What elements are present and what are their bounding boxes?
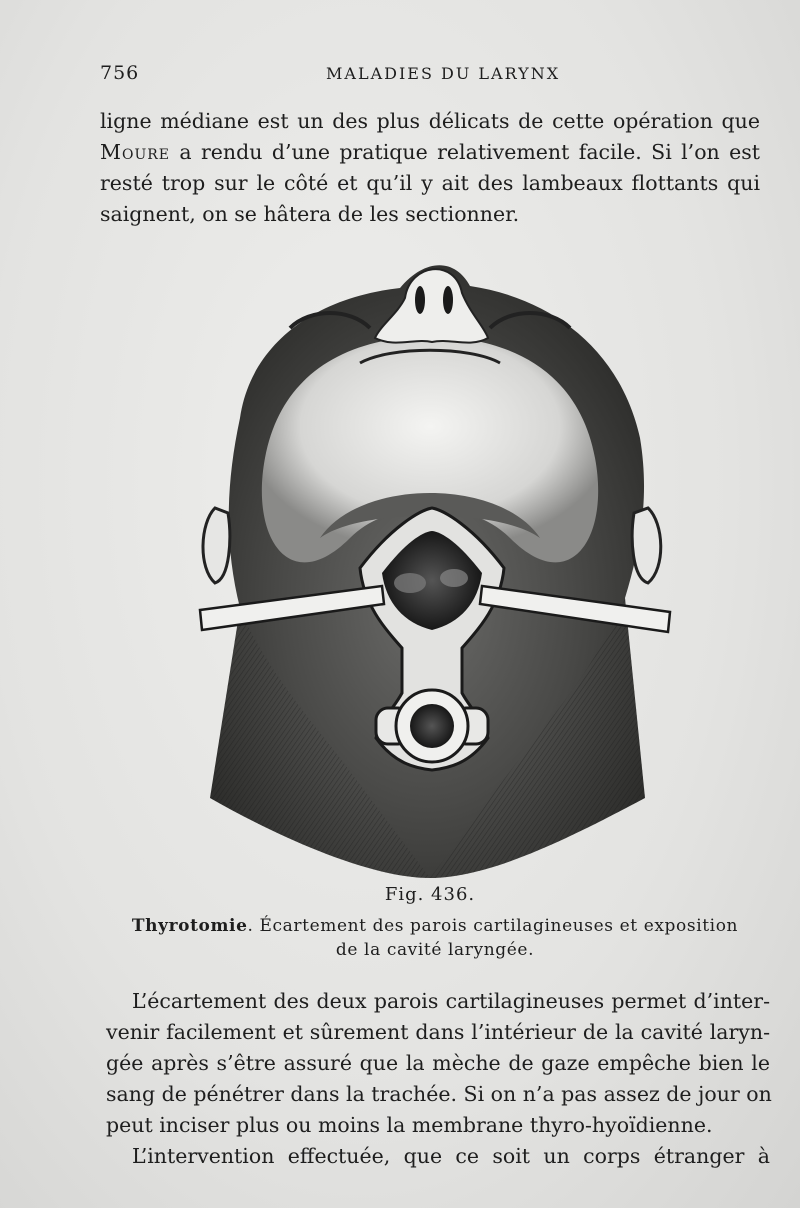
running-title: MALADIES DU LARYNX [326, 64, 561, 83]
body-line-5: peut inciser plus ou moins la membrane thyro-hyoïdienne. [106, 1113, 713, 1137]
caption-line-2: de la cavité laryngée. [335, 940, 535, 960]
intro-line-1: ligne médiane est un des plus délicats de cette opération que [100, 109, 760, 133]
cannula-opening [410, 704, 454, 748]
intro-line-3: resté trop sur le côté et qu’il y ait des lambeaux flottants qui [100, 171, 760, 195]
running-head [100, 62, 760, 86]
page-number: 756 [100, 62, 140, 84]
vocal-fold-left [394, 573, 426, 593]
figure-caption [100, 914, 770, 962]
body-line-4: sang de pénétrer dans la trachée. Si on n’a pas assez de jour on [106, 1082, 772, 1106]
engraving-svg [170, 238, 690, 878]
left-ear [203, 508, 230, 583]
vocal-fold-right [440, 569, 468, 587]
body-line-1: L’écartement des deux parois cartilagineuses permet d’inter- [132, 989, 770, 1013]
intro-paragraph [100, 106, 760, 230]
right-ear [632, 508, 661, 583]
author-name: Moure [100, 140, 171, 164]
body-paragraph [106, 986, 770, 1172]
caption-rest: . Écartement des parois cartilagineuses et exposition [247, 916, 739, 936]
caption-term: Thyrotomie [131, 916, 248, 936]
intro-line-2-rest: a rendu d’une pratique relativement facile. Si l’on est [170, 140, 760, 164]
caption-line-1 [132, 916, 738, 936]
intro-line-2 [100, 137, 760, 168]
right-nostril [443, 286, 453, 314]
body-line-6: L’intervention effectuée, que ce soit un corps étranger à [132, 1144, 770, 1168]
body-line-2: venir facilement et sûrement dans l’intérieur de la cavité laryn- [106, 1020, 770, 1044]
left-nostril [415, 286, 425, 314]
figure-label: Fig. 436. [384, 884, 476, 905]
intro-line-4: saignent, on se hâtera de les sectionner. [100, 202, 520, 226]
thyrotomy-illustration [170, 238, 690, 878]
body-line-3: gée après s’être assuré que la mèche de gaze empêche bien le [106, 1051, 770, 1075]
